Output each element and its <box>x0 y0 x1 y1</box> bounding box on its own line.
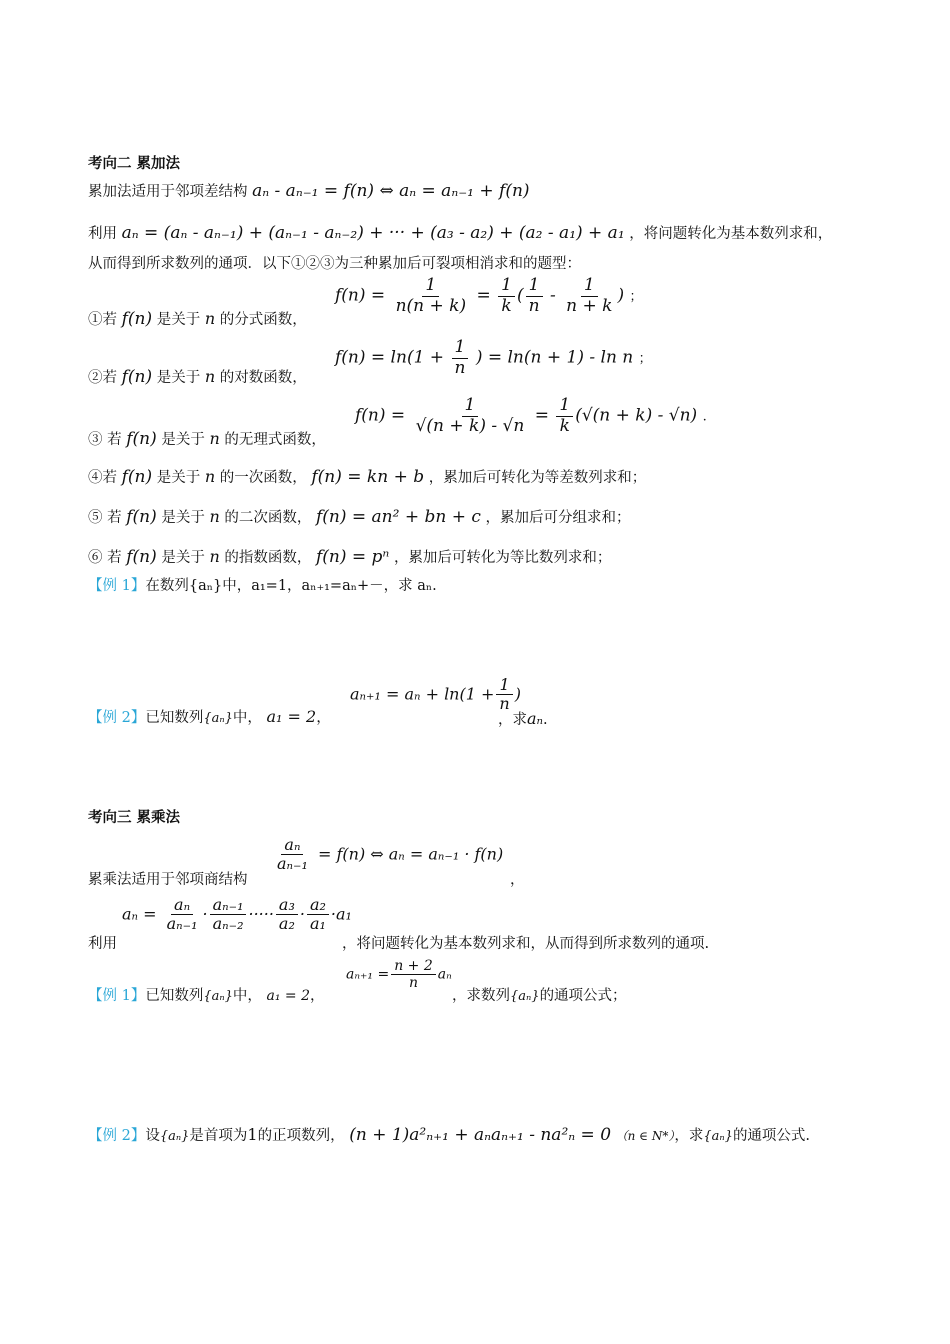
s3-example1-text1: 已知数列 <box>145 988 204 1004</box>
case3-formula <box>355 396 707 436</box>
s3-example1-comma: ， <box>310 988 325 1004</box>
case3-frac2-num: 1 <box>556 396 573 417</box>
case1-eq: = <box>476 285 491 306</box>
s3-example1-seq2: {aₙ} <box>510 989 540 1004</box>
s3-example1-text4: 的通项公式； <box>539 988 627 1004</box>
s3-example1-frac-num: n + 2 <box>391 958 436 975</box>
case3-prefix: ③ 若 <box>88 432 122 448</box>
section-heading-multiplication: 考向三 累乘法 <box>88 810 181 826</box>
s3-intro-frac <box>274 836 311 874</box>
s2-example2-frac-num: 1 <box>496 676 512 695</box>
case1-prefix: ①若 <box>88 312 117 328</box>
case4-line <box>88 466 646 487</box>
case3-frac2-den: k <box>559 415 570 436</box>
s3-example2-one: 1 <box>247 1125 258 1144</box>
s3-intro-frac-num: aₙ <box>281 836 303 855</box>
s3-example2-text1: 设 <box>145 1128 160 1144</box>
case5-mid: 是关于 <box>161 510 205 526</box>
s3-frac4-num: a₂ <box>307 896 329 915</box>
s3-frac3-num: a₃ <box>276 896 298 915</box>
s3-example2-text5: 的通项公式. <box>732 1128 811 1144</box>
case2-rhs: ) = ln(n + 1) - ln n <box>475 347 634 368</box>
s2-example1-tag: 【例 1】 <box>88 578 146 594</box>
use-suffix: ，将问题转化为基本数列求和， <box>629 226 833 242</box>
s3-frac2-den: aₙ₋₂ <box>212 914 244 934</box>
case3-fn: f(n) <box>126 429 157 449</box>
case6-prefix: ⑥ 若 <box>88 550 122 566</box>
case3-end: . <box>702 409 707 425</box>
s3-example1 <box>88 984 325 1005</box>
case6-line <box>88 546 611 567</box>
s3-frac1 <box>164 896 201 934</box>
case1-frac4 <box>563 276 615 316</box>
case2-n: n <box>204 367 216 386</box>
case1-lhs: f(n) = <box>335 285 386 306</box>
s3-example1-frac <box>391 958 436 991</box>
s2-example2-frac-den: n <box>499 694 510 714</box>
case2-mid: 是关于 <box>156 370 201 386</box>
s2-example2-cond1: a₁ = 2 <box>266 707 317 726</box>
s3-example1-text3: ，求数列 <box>452 988 510 1004</box>
case3-rhs: (√(n + k) - √n) <box>575 405 698 426</box>
case6-desc: 的指数函数， <box>224 550 312 566</box>
s3-example1-cond2 <box>346 958 452 991</box>
case3-frac1-num: 1 <box>462 396 479 417</box>
section-heading-accumulation: 考向二 累加法 <box>88 156 181 172</box>
case4-tail: ，累加后可转化为等差数列求和； <box>428 470 647 486</box>
case1-frac2 <box>498 276 515 316</box>
case3-lhs: f(n) = <box>355 405 406 426</box>
use-line <box>88 222 832 243</box>
s3-frac3-den: a₂ <box>278 914 295 934</box>
s2-example2-text1: 已知数列 <box>145 710 204 726</box>
case4-formula: f(n) = kn + b <box>311 467 425 487</box>
case1-n: n <box>204 309 216 328</box>
case1-formula <box>335 276 643 316</box>
s3-use-prefix: 利用 <box>88 936 117 952</box>
s3-example1-cond2-rhs: aₙ <box>437 966 452 983</box>
s3-intro-end: ， <box>510 872 525 888</box>
s3-example2-seq2: {aₙ} <box>703 1129 733 1144</box>
s3-example1-cond2-lhs: aₙ₊₁ = <box>346 966 390 983</box>
s3-example1-seq: {aₙ} <box>203 989 233 1004</box>
s2-example2-tail <box>498 708 548 729</box>
case6-n: n <box>209 547 220 566</box>
s3-intro-text: 累乘法适用于邻项商结构 <box>88 872 248 888</box>
s3-example2-formula: (n + 1)a²ₙ₊₁ + aₙaₙ₊₁ - na²ₙ = 0 <box>349 1125 612 1145</box>
s3-dots: ····· <box>248 904 274 924</box>
s2-example1 <box>88 574 437 595</box>
s3-use-formula <box>122 896 352 934</box>
case6-tail: ，累加后可转化为等比数列求和； <box>393 550 612 566</box>
s3-example2-seq: {aₙ} <box>159 1129 190 1144</box>
case1-frac1-num: 1 <box>422 276 439 297</box>
case5-tail: ，累加后可分组求和； <box>485 510 631 526</box>
case4-fn: f(n) <box>121 467 153 487</box>
case3-text <box>88 428 326 449</box>
s3-example2-text4: ，求 <box>674 1128 704 1144</box>
s3-intro-rhs: = f(n) ⇔ aₙ = aₙ₋₁ · f(n) <box>317 844 504 864</box>
case1-text <box>88 308 307 329</box>
case1-paren-open: ( <box>516 285 524 306</box>
s2-example2-target: aₙ <box>527 709 544 728</box>
case4-prefix: ④若 <box>88 470 117 486</box>
s3-intro-frac-den: aₙ₋₁ <box>277 854 308 874</box>
s3-example1-text2: 中， <box>232 988 262 1004</box>
s3-example2-cond: （n ∈ N*） <box>615 1129 675 1143</box>
s3-example2-text2: 是首项为 <box>189 1128 248 1144</box>
case1-frac3-den: n <box>528 295 540 316</box>
use-formula: aₙ = (aₙ - aₙ₋₁) + (aₙ₋₁ - aₙ₋₂) + ··· + (a₃ - a₂) + (a₂ - a₁) + a₁ <box>121 223 625 243</box>
s3-example1-frac-den: n <box>408 975 418 992</box>
case2-formula <box>335 338 652 378</box>
s3-dot3: ·a₁ <box>330 904 352 924</box>
use-prefix: 利用 <box>88 226 117 242</box>
s3-frac4 <box>307 896 329 934</box>
case3-mid: 是关于 <box>161 432 205 448</box>
case1-end: ； <box>629 289 643 305</box>
case2-prefix: ②若 <box>88 370 117 386</box>
intro-text: 累加法适用于邻项差结构 <box>88 184 248 200</box>
case2-frac <box>451 338 468 378</box>
case1-fn: f(n) <box>121 309 153 329</box>
intro-formula: aₙ - aₙ₋₁ = f(n) ⇔ aₙ = aₙ₋₁ + f(n) <box>252 181 530 201</box>
case1-frac2-num: 1 <box>498 276 515 297</box>
case3-desc: 的无理式函数， <box>224 432 326 448</box>
case1-mid: 是关于 <box>156 312 201 328</box>
s3-example2-text3: 的正项数列， <box>257 1128 345 1144</box>
case4-n: n <box>204 467 216 486</box>
case1-paren-close: ) <box>617 285 625 306</box>
case5-line <box>88 506 631 527</box>
s3-example1-cond1: a₁ = 2 <box>266 988 311 1004</box>
case6-fn: f(n) <box>126 547 157 567</box>
case5-formula: f(n) = an² + bn + c <box>315 507 481 527</box>
case2-frac-num: 1 <box>452 338 469 359</box>
case5-n: n <box>209 507 220 526</box>
s2-example2-cond2 <box>350 676 521 714</box>
s3-use-lhs: aₙ = <box>122 904 157 924</box>
s3-frac4-den: a₁ <box>309 914 326 934</box>
s2-example2-tag: 【例 2】 <box>88 710 146 726</box>
case1-frac2-den: k <box>501 295 512 316</box>
s3-use-suffix: ，将问题转化为基本数列求和，从而得到所求数列的通项. <box>342 936 710 952</box>
s2-example2-text3: ，求 <box>498 712 527 728</box>
s2-example2-end: . <box>543 712 548 728</box>
case6-mid: 是关于 <box>161 550 205 566</box>
s3-dot2: · <box>299 904 305 924</box>
s2-example2-seq: {aₙ} <box>203 711 233 726</box>
case5-prefix: ⑤ 若 <box>88 510 122 526</box>
case5-fn: f(n) <box>126 507 157 527</box>
case3-eq: = <box>534 405 549 426</box>
s3-frac1-den: aₙ₋₁ <box>166 914 198 934</box>
case4-mid: 是关于 <box>156 470 201 486</box>
s3-dot1: · <box>202 904 208 924</box>
intro-line-3: 从而得到所求数列的通项．以下①②③为三种累加后可裂项相消求和的题型： <box>88 256 581 272</box>
s3-frac2 <box>210 896 247 934</box>
case2-lhs: f(n) = ln(1 + <box>335 347 445 368</box>
case1-frac4-den: n + k <box>566 295 613 316</box>
s3-example1-tag: 【例 1】 <box>88 988 146 1004</box>
s3-frac1-num: aₙ <box>171 896 193 915</box>
s3-example2 <box>88 1124 810 1145</box>
s3-intro-formula <box>272 836 503 874</box>
s2-example2-comma: ， <box>316 710 331 726</box>
s2-example1-text: 在数列{aₙ}中，a₁=1，aₙ₊₁=aₙ+－，求 aₙ. <box>145 578 437 594</box>
s3-frac3 <box>276 896 298 934</box>
intro-line <box>88 180 530 201</box>
case1-minus: - <box>544 285 562 306</box>
case3-frac1-den: √(n + k) - √n <box>415 415 525 436</box>
case1-desc: 的分式函数， <box>219 312 307 328</box>
s3-example2-tag: 【例 2】 <box>88 1128 146 1144</box>
case2-text <box>88 366 307 387</box>
s2-example2-cond2-rhs: ) <box>514 684 521 704</box>
case5-desc: 的二次函数， <box>224 510 312 526</box>
case1-frac3 <box>526 276 543 316</box>
case2-desc: 的对数函数， <box>219 370 307 386</box>
s3-example1-tail <box>452 984 627 1005</box>
s2-example2-text2: 中， <box>232 710 262 726</box>
case3-n: n <box>209 429 220 448</box>
case4-desc: 的一次函数， <box>219 470 307 486</box>
case6-formula: f(n) = pⁿ <box>315 547 390 567</box>
case2-end: ； <box>638 351 652 367</box>
case2-fn: f(n) <box>121 367 153 387</box>
case2-frac-den: n <box>454 357 466 378</box>
case1-frac4-num: 1 <box>581 276 598 297</box>
case3-frac2 <box>556 396 573 436</box>
s3-frac2-num: aₙ₋₁ <box>210 896 247 915</box>
case1-frac3-num: 1 <box>526 276 543 297</box>
case3-frac1 <box>413 396 528 436</box>
case1-frac1-den: n(n + k) <box>395 295 467 316</box>
s2-example2-cond2-lhs: aₙ₊₁ = aₙ + ln(1 + <box>350 684 495 704</box>
case1-frac1 <box>393 276 470 316</box>
s2-example2 <box>88 706 331 727</box>
